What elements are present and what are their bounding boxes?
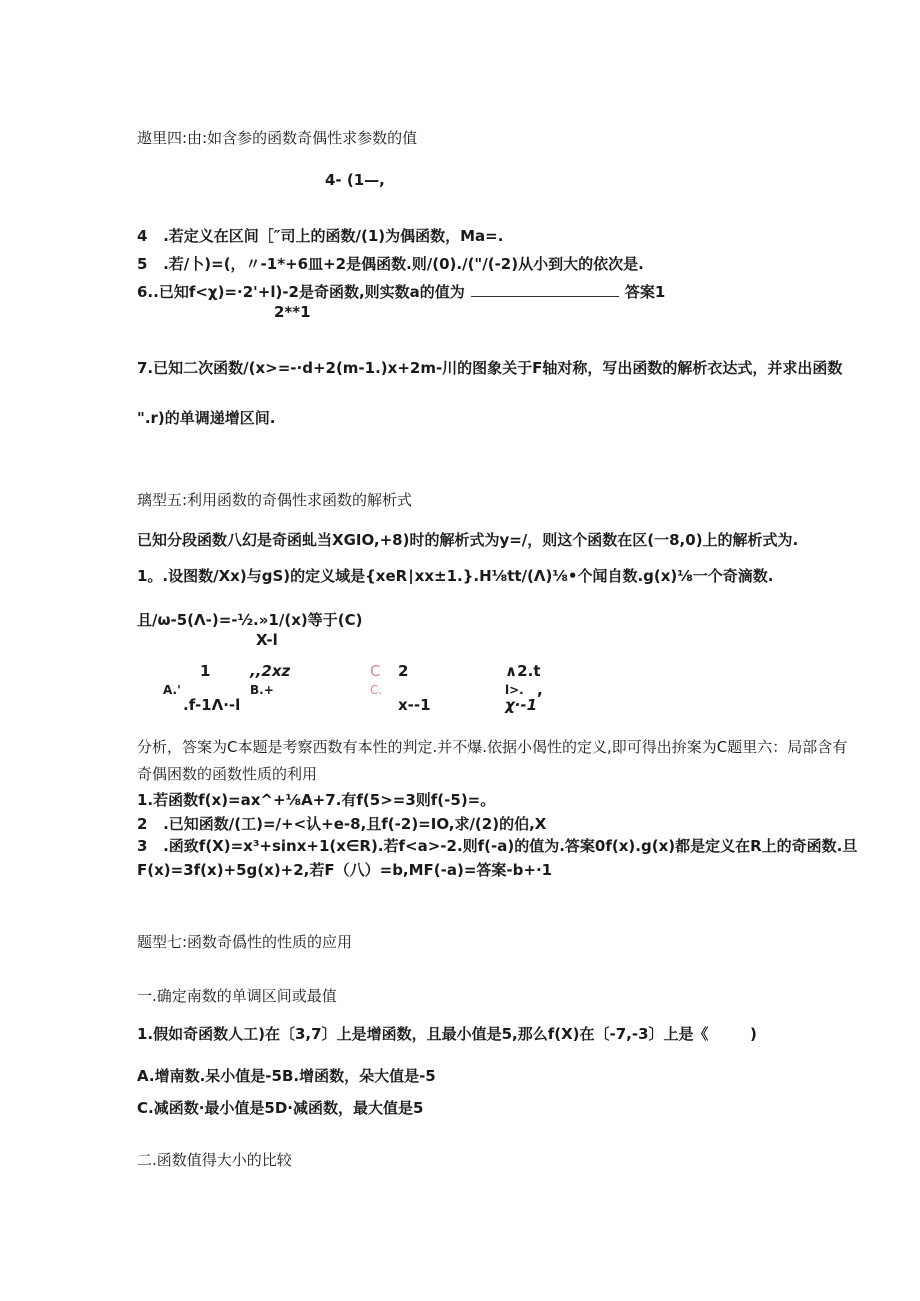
option-a-label: A.' (163, 683, 181, 697)
question-7-line2: ".r)的单调递增区间. (137, 409, 276, 427)
option-c-denominator: x--1 (398, 696, 431, 714)
option-a-numerator: 1 (200, 662, 211, 680)
analysis-line1: 分析，答案为C本题是考察西数有本性的判定.并不爆.依据小偈性的定义,即可得出拚案为C题里六：局部含有 (137, 738, 848, 756)
question-3-line1: 3 .函致f(X)=x³+sinx+1(x∈R).若f<a>-2.则f(-a)的值为.答案0f(x).g(x)都是定义在R上的奇函数.旦 (137, 837, 858, 855)
question-1-monotonic: 1.假如奇函数人工)在〔3,7〕上是增函数，且最小值是5,那么f(X)在〔-7,-3〕上是《 (137, 1025, 709, 1043)
options-ab: A.增南数.呆小值是-5B.增函数，朵大值是-5 (137, 1067, 436, 1085)
option-a-denominator: .f-1Λ·-l (183, 696, 241, 714)
options-cd: C.减函数·最小值是5D·减函数，最大值是5 (137, 1099, 424, 1117)
question-6-answer: 答案1 (624, 283, 666, 301)
question-1-stem: 且/ω-5(Λ-)=-½.»1/(x)等于(C) (137, 611, 363, 629)
question-6 (137, 282, 665, 302)
question-2-oddfn: 2 .已知函数/(工)=/+<认+e-8,且f(-2)=IO,求/(2)的伯,X (137, 815, 547, 833)
option-d-denominator: χ·-1 (505, 696, 538, 714)
analysis-line2: 奇偶困数的函数性质的利用 (137, 765, 318, 783)
question-1-intro: 1。.设图数/Xx)与gS)的定义域是{xeR∣xx±1.}.H⅛tt/(Λ)⅛•个闻自数.g(x)⅛一个奇滴数. (137, 567, 774, 585)
question-3-line2: F(x)=3f(x)+5g(x)+2,若F（八）=b,MF(-a)=答案-b+·1 (137, 861, 553, 879)
question-6-text: 6..已知f<χ)=·2'+l)-2是奇函数,则实数a的值为 (137, 283, 465, 301)
option-d-label: l>. (505, 683, 524, 697)
question-6-fraction: 2**1 (274, 303, 311, 321)
question-7-line1: 7.已知二次函数/(x>=-·d+2(m-1.)x+2m-川的图象关于F轴对称，写出函数的解析衣达式，并求出函数 (137, 359, 843, 377)
subsection-compare: 二.函数值得大小的比较 (137, 1151, 292, 1169)
question-4: 4 .若定义在区间［″司上的函数/(1)为偶函数，Ma=. (137, 227, 504, 245)
section-title-7: 题型七:函数奇僞性的性质的应用 (137, 933, 353, 951)
subsection-monotonic: 一.确定南数的单调区间或最值 (137, 987, 337, 1005)
option-c-numerator: 2 (398, 662, 409, 680)
paragraph-piecewise: 已知分段函数八幻是奇函虬当XGIO,+8)时的解析式为y=/，则这个函数在区(一8,0)上的解析式为. (137, 531, 799, 549)
question-1-denominator: X-l (256, 631, 278, 649)
formula-fragment: 4- (1—, (325, 171, 385, 189)
question-1-paren: ) (750, 1025, 757, 1043)
section-title-4: 遨里四:由:如含参的函数奇偶性求参数的值 (137, 129, 418, 147)
question-1-oddfn: 1.若函数f(x)=ax^+⅛A+7.有f(5>=3则f(-5)=。 (137, 791, 496, 809)
option-b-numerator: ,,2xz (250, 662, 291, 680)
option-c-mark: C (370, 662, 381, 680)
option-b-label: B.+ (250, 683, 274, 697)
option-d-comma: , (537, 681, 543, 699)
answer-blank (471, 282, 619, 297)
option-c-label: C. (370, 683, 383, 697)
question-5: 5 .若/卜)=(，〃-1*+6皿+2是偶函数.则/(0)./("/(-2)从小到大的依次是. (137, 255, 644, 273)
option-d-numerator: ∧2.t (505, 662, 541, 680)
section-title-5: 璃型五:利用函数的奇偶性求函数的解析式 (137, 491, 413, 509)
